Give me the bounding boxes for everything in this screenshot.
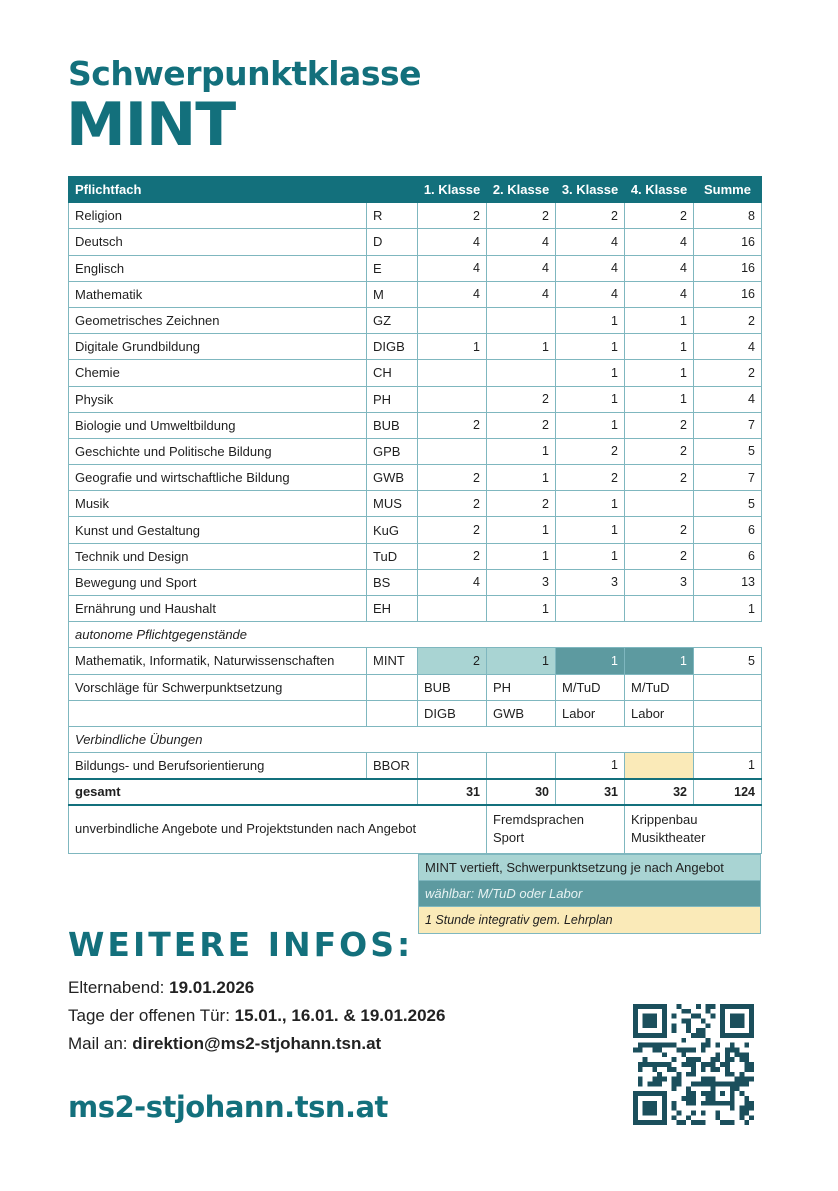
grade-3-hours: 1 xyxy=(556,334,625,360)
bbor-grade-3: 1 xyxy=(556,753,625,779)
grade-2-hours: 2 xyxy=(487,386,556,412)
info-elternabend xyxy=(68,978,254,998)
subject-row xyxy=(69,229,762,255)
mail-address[interactable]: direktion@ms2-stjohann.tsn.at xyxy=(132,1034,382,1053)
mint-subject: Mathematik, Informatik, Naturwissenschaften xyxy=(69,648,367,674)
grade-2-hours: 1 xyxy=(487,334,556,360)
mint-grade-3: 1 xyxy=(556,648,625,674)
unverbindlich-col4 xyxy=(625,805,762,853)
header-grade-2: 2. Klasse xyxy=(487,177,556,203)
grade-4-hours: 4 xyxy=(625,255,694,281)
subject-row xyxy=(69,596,762,622)
subject-abbr: BS xyxy=(367,569,418,595)
grade-3-hours: 4 xyxy=(556,281,625,307)
info-mail xyxy=(68,1034,381,1054)
sum-hours: 16 xyxy=(694,281,762,307)
subject-name: Religion xyxy=(69,203,367,229)
grade-3-hours: 2 xyxy=(556,203,625,229)
subject-row xyxy=(69,386,762,412)
grade-2-hours: 3 xyxy=(487,569,556,595)
grade-1-hours: 2 xyxy=(418,491,487,517)
grade-2-hours: 1 xyxy=(487,596,556,622)
vorschlag-2-2: GWB xyxy=(487,700,556,726)
grade-2-hours: 2 xyxy=(487,491,556,517)
lesson-plan-table xyxy=(68,176,762,854)
grade-1-hours: 2 xyxy=(418,203,487,229)
subject-name: Digitale Grundbildung xyxy=(69,334,367,360)
subject-name: Geografie und wirtschaftliche Bildung xyxy=(69,465,367,491)
subject-abbr: PH xyxy=(367,386,418,412)
grade-2-hours: 4 xyxy=(487,281,556,307)
elternabend-date: 19.01.2026 xyxy=(169,978,255,997)
subject-abbr: DIGB xyxy=(367,334,418,360)
subject-row xyxy=(69,360,762,386)
grade-2-hours: 1 xyxy=(487,438,556,464)
grade-2-hours: 4 xyxy=(487,229,556,255)
grade-2-hours: 2 xyxy=(487,203,556,229)
grade-3-hours: 1 xyxy=(556,412,625,438)
grade-3-hours: 1 xyxy=(556,307,625,333)
subject-abbr: R xyxy=(367,203,418,229)
grade-1-hours: 4 xyxy=(418,229,487,255)
bbor-subject: Bildungs- und Berufsorientierung xyxy=(69,753,367,779)
grade-4-hours: 1 xyxy=(625,386,694,412)
grade-3-hours: 1 xyxy=(556,491,625,517)
grade-3-hours xyxy=(556,596,625,622)
subject-row xyxy=(69,281,762,307)
mint-grade-1: 2 xyxy=(418,648,487,674)
subject-row xyxy=(69,334,762,360)
grade-2-hours: 1 xyxy=(487,517,556,543)
website-link[interactable]: ms2-stjohann.tsn.at xyxy=(68,1090,388,1124)
grade-4-hours: 1 xyxy=(625,360,694,386)
grade-4-hours: 4 xyxy=(625,229,694,255)
bbor-row xyxy=(69,753,762,779)
bbor-grade-1 xyxy=(418,753,487,779)
sum-hours: 6 xyxy=(694,517,762,543)
subject-name: Technik und Design xyxy=(69,543,367,569)
grade-2-hours: 4 xyxy=(487,255,556,281)
unverbindlich-row xyxy=(69,805,762,853)
subject-abbr: GZ xyxy=(367,307,418,333)
subject-row xyxy=(69,412,762,438)
total-sum: 124 xyxy=(694,779,762,805)
grade-1-hours xyxy=(418,360,487,386)
unverbindlich-label: unverbindliche Angebote und Projektstunden nach Angebot xyxy=(69,805,487,853)
grade-4-hours: 2 xyxy=(625,438,694,464)
autonom-row xyxy=(69,622,762,648)
total-label: gesamt xyxy=(69,779,418,805)
grade-4-hours xyxy=(625,596,694,622)
bbor-sum: 1 xyxy=(694,753,762,779)
subject-abbr: GWB xyxy=(367,465,418,491)
vorschlag-1-3: M/TuD xyxy=(556,674,625,700)
bbor-grade-4 xyxy=(625,753,694,779)
grade-4-hours: 4 xyxy=(625,281,694,307)
sum-hours: 2 xyxy=(694,307,762,333)
grade-4-hours xyxy=(625,491,694,517)
sum-hours: 16 xyxy=(694,229,762,255)
grade-1-hours xyxy=(418,386,487,412)
sum-hours: 7 xyxy=(694,412,762,438)
grade-4-hours: 1 xyxy=(625,307,694,333)
grade-3-hours: 1 xyxy=(556,543,625,569)
vorschlag-1-4: M/TuD xyxy=(625,674,694,700)
grade-3-hours: 2 xyxy=(556,465,625,491)
grade-1-hours: 4 xyxy=(418,255,487,281)
subject-abbr: M xyxy=(367,281,418,307)
sum-hours: 7 xyxy=(694,465,762,491)
grade-2-hours xyxy=(487,360,556,386)
vorschlaege-row-2 xyxy=(69,700,762,726)
header-grade-1: 1. Klasse xyxy=(418,177,487,203)
grade-1-hours: 2 xyxy=(418,517,487,543)
grade-3-hours: 1 xyxy=(556,360,625,386)
grade-2-hours: 1 xyxy=(487,543,556,569)
header-grade-3: 3. Klasse xyxy=(556,177,625,203)
subject-name: Chemie xyxy=(69,360,367,386)
qr-code-icon xyxy=(633,1004,754,1125)
vorschlaege-row-1 xyxy=(69,674,762,700)
subject-row xyxy=(69,255,762,281)
subject-name: Biologie und Umweltbildung xyxy=(69,412,367,438)
grade-3-hours: 1 xyxy=(556,517,625,543)
bbor-abbr: BBOR xyxy=(367,753,418,779)
grade-1-hours xyxy=(418,596,487,622)
vorschlag-1-2: PH xyxy=(487,674,556,700)
subject-abbr: KuG xyxy=(367,517,418,543)
subject-name: Bewegung und Sport xyxy=(69,569,367,595)
total-row xyxy=(69,779,762,805)
grade-3-hours: 4 xyxy=(556,229,625,255)
subject-name: Deutsch xyxy=(69,229,367,255)
subject-row xyxy=(69,491,762,517)
subject-name: Geometrisches Zeichnen xyxy=(69,307,367,333)
header-sum: Summe xyxy=(694,177,762,203)
subject-row xyxy=(69,307,762,333)
uebungen-row xyxy=(69,726,762,752)
grade-1-hours: 2 xyxy=(418,465,487,491)
sum-hours: 2 xyxy=(694,360,762,386)
uebungen-label: Verbindliche Übungen xyxy=(69,726,694,752)
sum-hours: 4 xyxy=(694,386,762,412)
subject-row xyxy=(69,438,762,464)
bbor-grade-2 xyxy=(487,753,556,779)
vorschlag-2-4: Labor xyxy=(625,700,694,726)
subject-abbr: E xyxy=(367,255,418,281)
subject-abbr: BUB xyxy=(367,412,418,438)
elternabend-label: Elternabend: xyxy=(68,978,165,997)
unverbindlich-sport: Sport xyxy=(493,830,525,846)
grade-2-hours xyxy=(487,307,556,333)
mail-label: Mail an: xyxy=(68,1034,128,1053)
grade-1-hours: 2 xyxy=(418,543,487,569)
mint-grade-2: 1 xyxy=(487,648,556,674)
sum-hours: 6 xyxy=(694,543,762,569)
vorschlag-1-1: BUB xyxy=(418,674,487,700)
grade-1-hours: 4 xyxy=(418,569,487,595)
sum-hours: 1 xyxy=(694,596,762,622)
grade-4-hours: 1 xyxy=(625,334,694,360)
grade-2-hours: 2 xyxy=(487,412,556,438)
legend-waehlbar: wählbar: M/TuD oder Labor xyxy=(418,881,761,908)
mint-sum: 5 xyxy=(694,648,762,674)
subject-name: Kunst und Gestaltung xyxy=(69,517,367,543)
subject-abbr: TuD xyxy=(367,543,418,569)
unverbindlich-col2 xyxy=(487,805,625,853)
grade-3-hours: 2 xyxy=(556,438,625,464)
grade-3-hours: 1 xyxy=(556,386,625,412)
subject-name: Geschichte und Politische Bildung xyxy=(69,438,367,464)
total-grade-3: 31 xyxy=(556,779,625,805)
grade-3-hours: 4 xyxy=(556,255,625,281)
grade-1-hours: 2 xyxy=(418,412,487,438)
total-grade-4: 32 xyxy=(625,779,694,805)
subject-row xyxy=(69,517,762,543)
subject-abbr: D xyxy=(367,229,418,255)
grade-2-hours: 1 xyxy=(487,465,556,491)
table-header-row xyxy=(69,177,762,203)
sum-hours: 8 xyxy=(694,203,762,229)
legend-mint-vertieft: MINT vertieft, Schwerpunktsetzung je nach Angebot xyxy=(418,854,761,881)
subject-abbr: CH xyxy=(367,360,418,386)
mint-row xyxy=(69,648,762,674)
grade-4-hours: 2 xyxy=(625,203,694,229)
mint-grade-4: 1 xyxy=(625,648,694,674)
grade-1-hours xyxy=(418,307,487,333)
tage-dates: 15.01., 16.01. & 19.01.2026 xyxy=(234,1006,446,1025)
unverbindlich-musiktheater: Musiktheater xyxy=(631,830,706,846)
subject-abbr: EH xyxy=(367,596,418,622)
more-info-title: WEITERE INFOS: xyxy=(68,925,414,964)
subject-abbr: MUS xyxy=(367,491,418,517)
sum-hours: 13 xyxy=(694,569,762,595)
grade-4-hours: 2 xyxy=(625,543,694,569)
vorschlaege-label: Vorschläge für Schwerpunktsetzung xyxy=(69,674,367,700)
grade-4-hours: 2 xyxy=(625,465,694,491)
subject-row xyxy=(69,569,762,595)
grade-4-hours: 2 xyxy=(625,412,694,438)
header-subject: Pflichtfach xyxy=(69,177,418,203)
grade-1-hours xyxy=(418,438,487,464)
grade-1-hours: 1 xyxy=(418,334,487,360)
subject-name: Mathematik xyxy=(69,281,367,307)
grade-3-hours: 3 xyxy=(556,569,625,595)
grade-4-hours: 2 xyxy=(625,517,694,543)
subject-name: Ernährung und Haushalt xyxy=(69,596,367,622)
grade-4-hours: 3 xyxy=(625,569,694,595)
grade-1-hours: 4 xyxy=(418,281,487,307)
subject-row xyxy=(69,203,762,229)
sum-hours: 5 xyxy=(694,438,762,464)
legend-integrativ: 1 Stunde integrativ gem. Lehrplan xyxy=(418,907,761,934)
vorschlag-2-1: DIGB xyxy=(418,700,487,726)
sum-hours: 16 xyxy=(694,255,762,281)
info-tage-offene-tuer xyxy=(68,1006,445,1026)
tage-label: Tage der offenen Tür: xyxy=(68,1006,230,1025)
unverbindlich-fremdsprachen: Fremdsprachen xyxy=(493,812,585,828)
page-title: MINT xyxy=(66,90,236,160)
unverbindlich-krippenbau: Krippenbau xyxy=(631,812,698,828)
subject-abbr: GPB xyxy=(367,438,418,464)
sum-hours: 4 xyxy=(694,334,762,360)
total-grade-1: 31 xyxy=(418,779,487,805)
page-subtitle: Schwerpunktklasse xyxy=(68,54,421,93)
subject-name: Englisch xyxy=(69,255,367,281)
subject-name: Musik xyxy=(69,491,367,517)
subject-row xyxy=(69,465,762,491)
sum-hours: 5 xyxy=(694,491,762,517)
total-grade-2: 30 xyxy=(487,779,556,805)
subject-name: Physik xyxy=(69,386,367,412)
header-grade-4: 4. Klasse xyxy=(625,177,694,203)
color-legend xyxy=(418,854,761,934)
subject-row xyxy=(69,543,762,569)
vorschlag-2-3: Labor xyxy=(556,700,625,726)
autonom-label: autonome Pflichtgegenstände xyxy=(69,622,762,648)
mint-abbr: MINT xyxy=(367,648,418,674)
